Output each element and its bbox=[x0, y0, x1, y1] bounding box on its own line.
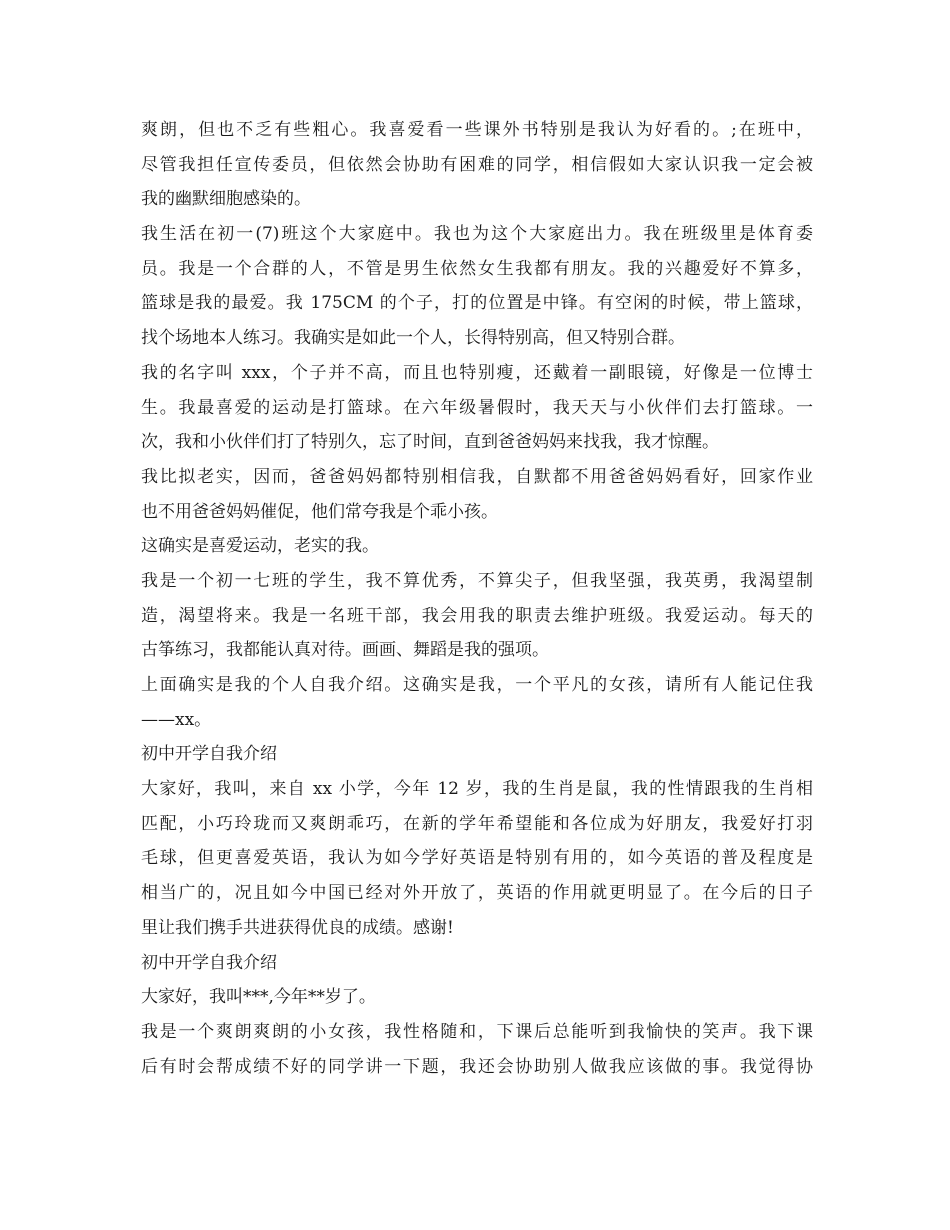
text-line: ——xx。 bbox=[141, 709, 212, 730]
text-line: 也不用爸爸妈妈催促，他们常夸我是个乖小孩。 bbox=[141, 501, 498, 522]
text-line: 造，渴望将来。我是一名班干部，我会用我的职责去维护班级。我爱运动。每天的 bbox=[141, 605, 813, 626]
text-line: 爽朗，但也不乏有些粗心。我喜爱看一些课外书特别是我认为好看的。;在班中， bbox=[141, 120, 813, 140]
section-heading: 初中开学自我介绍 bbox=[141, 952, 277, 973]
text-line: 大家好，我叫***,今年**岁了。 bbox=[141, 987, 376, 1008]
text-line: 大家好，我叫，来自 xx 小学，今年 12 岁，我的生肖是鼠，我的性情跟我的生肖相 bbox=[141, 779, 813, 800]
text-line: 古筝练习，我都能认真对待。画画、舞蹈是我的强项。 bbox=[141, 640, 549, 661]
text-line: 匹配，小巧玲珑而又爽朗乖巧，在新的学年希望能和各位成为好朋友，我爱好打羽 bbox=[141, 813, 813, 834]
text-line: 尽管我担任宣传委员，但依然会协助有困难的同学，相信假如大家认识我一定会被 bbox=[141, 154, 813, 175]
text-line: 我的名字叫 xxx，个子并不高，而且也特别瘦，还戴着一副眼镜，好像是一位博士 bbox=[141, 362, 813, 383]
text-line: 这确实是喜爱运动，老实的我。 bbox=[141, 536, 379, 557]
text-line: 里让我们携手共进获得优良的成绩。感谢! bbox=[141, 917, 454, 938]
text-line: 相当广的，况且如今中国已经对外开放了，英语的作用就更明显了。在今后的日子 bbox=[141, 883, 813, 904]
document-body bbox=[141, 113, 813, 1084]
text-line: 员。我是一个合群的人，不管是男生依然女生我都有朋友。我的兴趣爱好不算多， bbox=[141, 258, 813, 279]
text-line: 找个场地本人练习。我确实是如此一个人，长得特别高，但又特别合群。 bbox=[141, 328, 685, 349]
text-line: 生。我最喜爱的运动是打篮球。在六年级暑假时，我天天与小伙伴们去打篮球。一 bbox=[141, 397, 813, 418]
text-line: 我是一个爽朗爽朗的小女孩，我性格随和，下课后总能听到我愉快的笑声。我下课 bbox=[141, 1021, 813, 1042]
text-line: 后有时会帮成绩不好的同学讲一下题，我还会协助别人做我应该做的事。我觉得协 bbox=[141, 1056, 813, 1077]
text-line: 我是一个初一七班的学生，我不算优秀，不算尖子，但我坚强，我英勇，我渴望制 bbox=[141, 570, 813, 591]
text-line: 篮球是我的最爱。我 175CM 的个子，打的位置是中锋。有空闲的时候，带上篮球， bbox=[141, 293, 813, 314]
text-line: 我的幽默细胞感染的。 bbox=[141, 189, 311, 210]
text-line: 我生活在初一(7)班这个大家庭中。我也为这个大家庭出力。我在班级里是体育委 bbox=[141, 224, 813, 245]
text-line: 我比拟老实，因而，爸爸妈妈都特别相信我，自默都不用爸爸妈妈看好，回家作业 bbox=[141, 466, 813, 487]
text-line: 毛球，但更喜爱英语，我认为如今学好英语是特别有用的，如今英语的普及程度是 bbox=[141, 848, 813, 869]
text-line: 次，我和小伙伴们打了特别久，忘了时间，直到爸爸妈妈来找我，我才惊醒。 bbox=[141, 432, 719, 453]
section-heading: 初中开学自我介绍 bbox=[141, 744, 277, 765]
text-line: 上面确实是我的个人自我介绍。这确实是我，一个平凡的女孩，请所有人能记住我 bbox=[141, 675, 813, 695]
